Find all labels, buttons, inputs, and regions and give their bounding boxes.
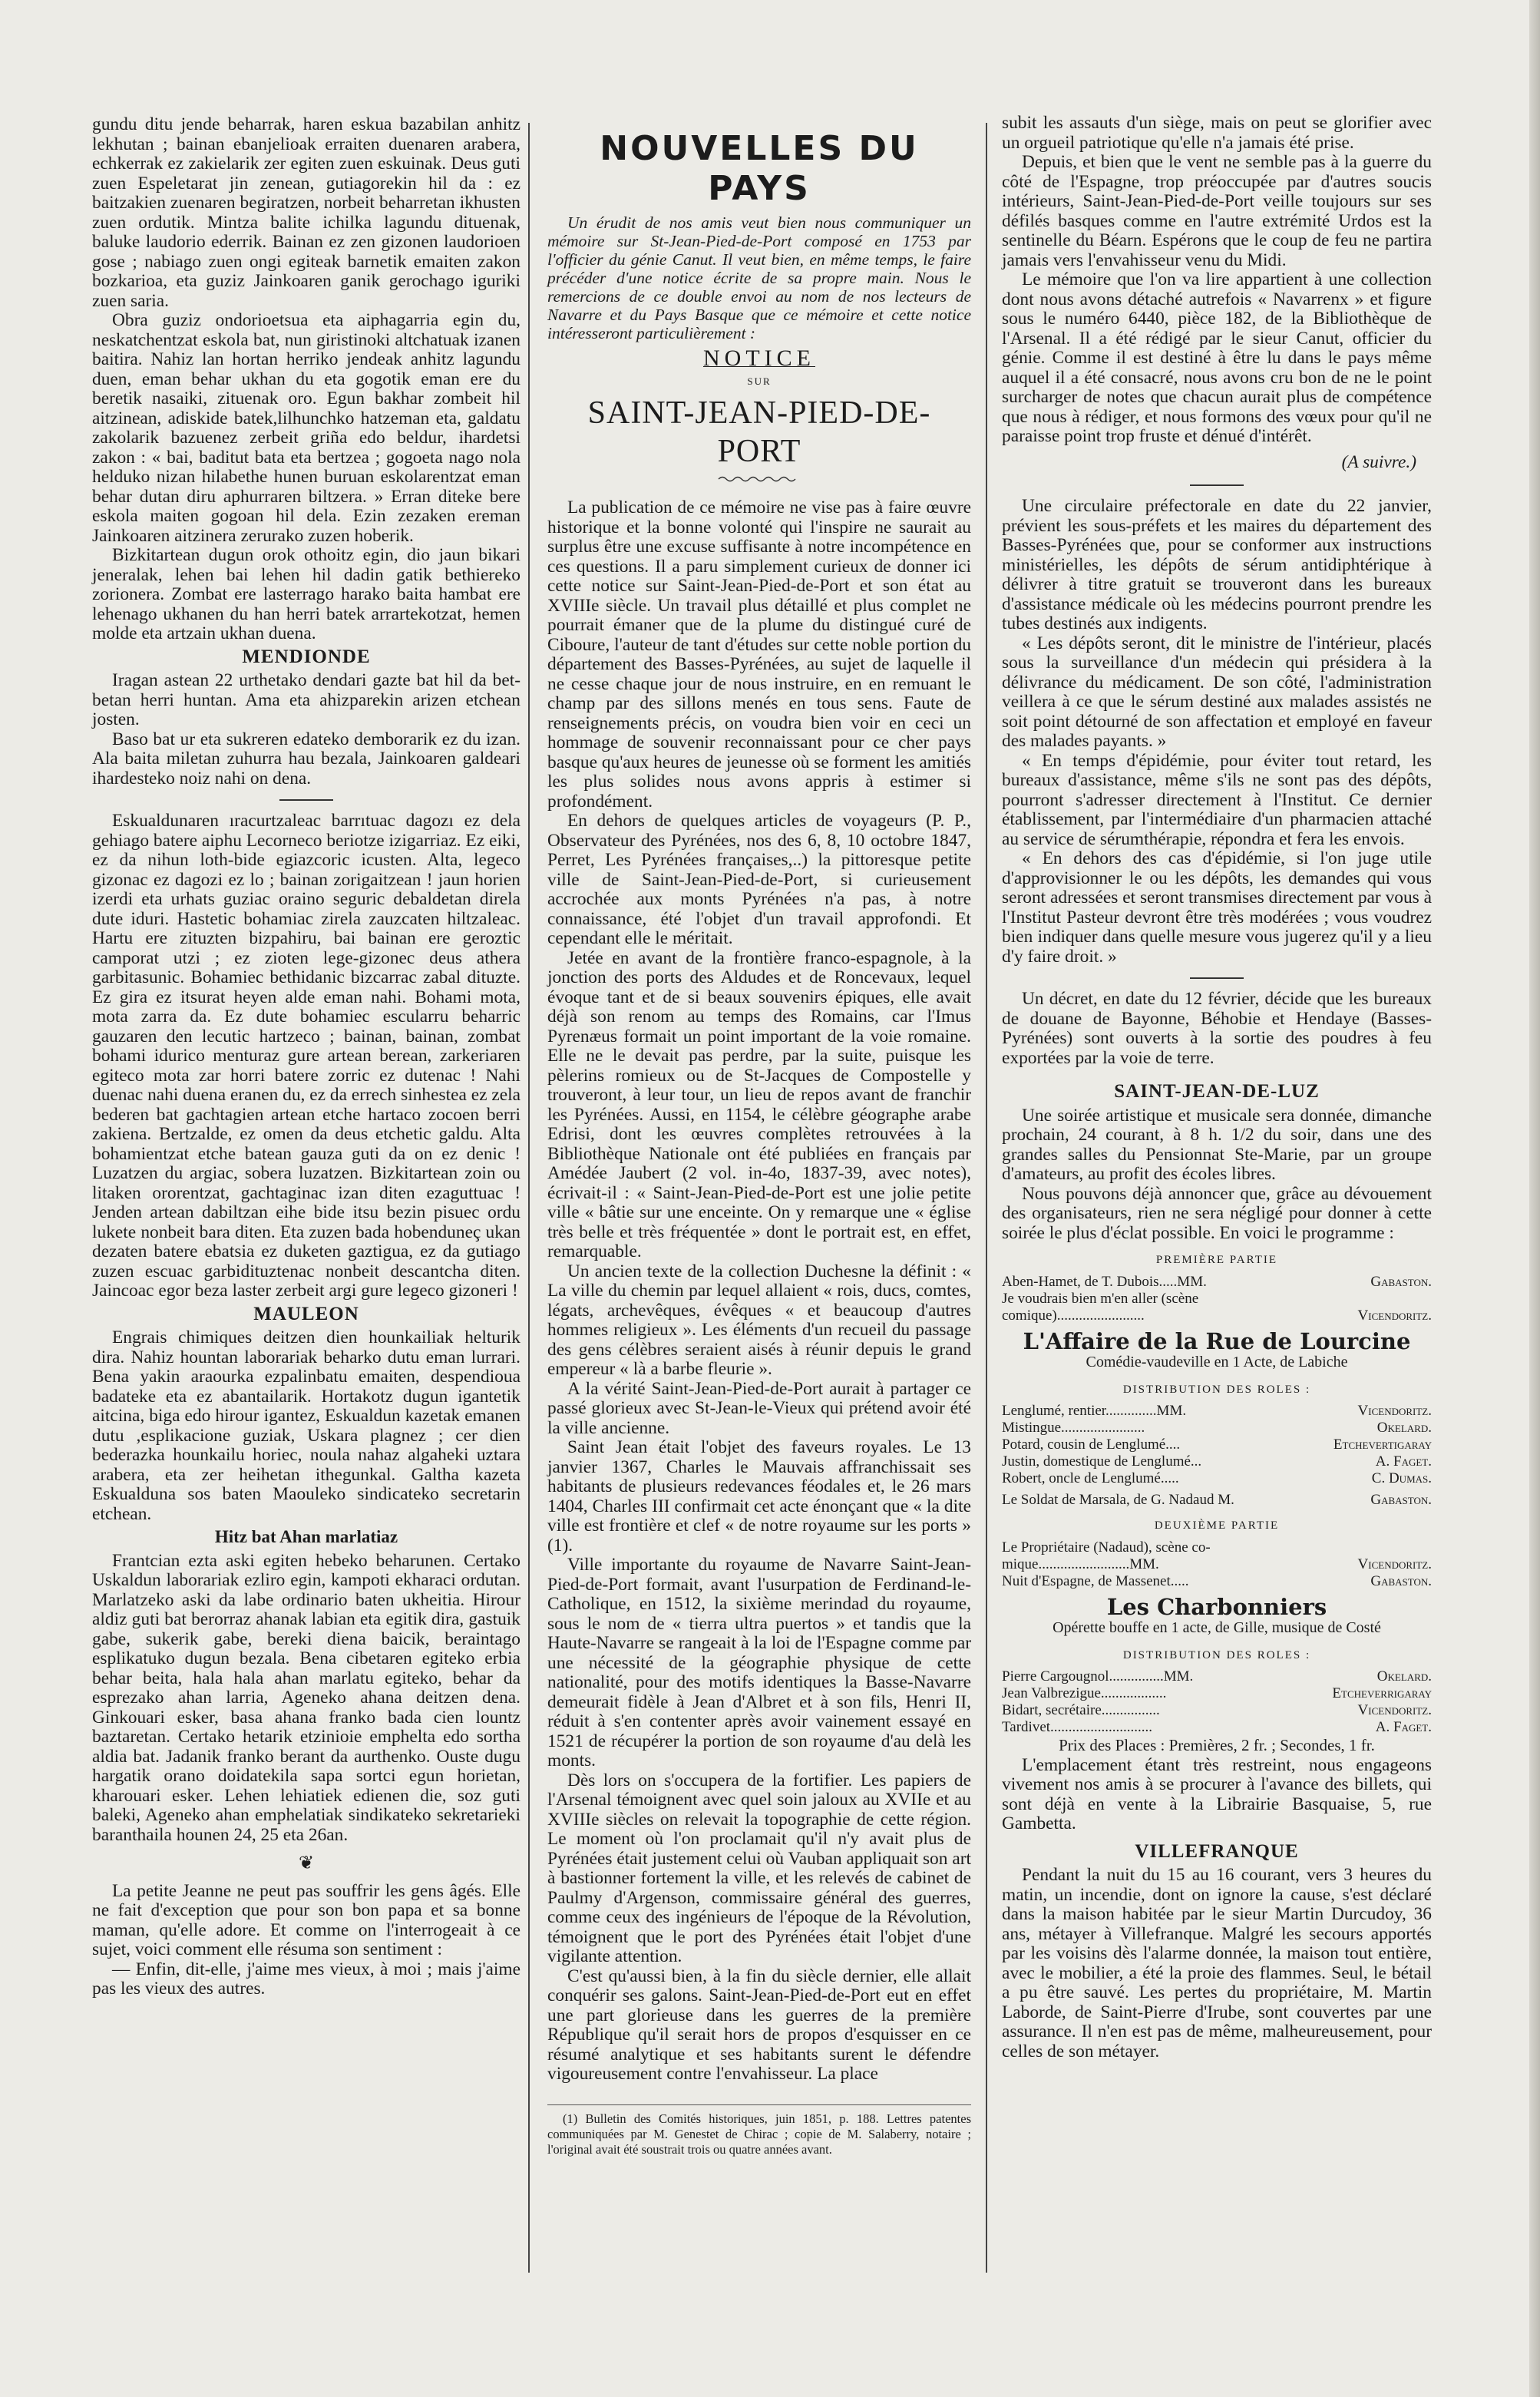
section-heading-mendionde: MENDIONDE <box>242 646 371 667</box>
program-item: Tardivet............................ <box>1002 1719 1153 1735</box>
program-line <box>1002 1556 1432 1573</box>
program-line <box>1002 1492 1432 1509</box>
program-performer: Vicendoritz. <box>1357 1702 1432 1718</box>
paragraph: « En temps d'épidémie, pour éviter tout retard, les bureaux d'assistance, même s'ils ne sont pas des dépôts, pourront s'adresser directement à l'Institut. Ce dernier établissement, par l'intermédiaire d'un pharmacien attaché au service de sérumthérapie, répondra et fera les envois. <box>1002 750 1432 849</box>
program-item: comique)........................ <box>1002 1307 1145 1324</box>
paragraph: Une circulaire préfectorale en date du 22 janvier, prévient les sous-préfets et les maires du département des Basses-Pyrénées que, pour se conformer aux instructions ministérielles, les dépôts de sérum antidiphtérique à délivrer à titre gratuit se trouveront dans les bureaux d'assistance médicale où les médecins pourront prendre les tubes destinés aux indigents. <box>1002 496 1432 633</box>
program-part-one <box>1002 1274 1432 1324</box>
roles-list <box>1002 1668 1432 1736</box>
program-performer: Vicendoritz. <box>1357 1556 1432 1572</box>
program-line <box>1002 1437 1432 1453</box>
program-line <box>1002 1702 1432 1719</box>
program-line <box>1002 1719 1432 1736</box>
paragraph: A la vérité Saint-Jean-Pied-de-Port aurait à partager ce passé glorieux avec St-Jean-le-Vieux qui prétend avoir été la ville ancienne. <box>547 1378 971 1438</box>
paragraph: Baso bat ur eta sukreren edateko demborarik ez du izan. Ala baita miletan zuhurra hau bezala, Jainkoaren galdeari ihardesteko noiz nahi on dena. <box>92 729 520 789</box>
program-item: Aben-Hamet, de T. Dubois.....MM. <box>1002 1273 1207 1290</box>
program-performer: C. Dumas. <box>1371 1470 1432 1486</box>
paragraph: — Enfin, dit-elle, j'aime mes vieux, à moi ; mais j'aime pas les vieux des autres. <box>92 1959 520 1999</box>
play-subtitle: Opérette bouffe en 1 acte, de Gille, musique de Costé <box>1053 1619 1381 1636</box>
paragraph: « En dehors des cas d'épidémie, si l'on juge utile d'approvisionner le ou les dépôts, les demandes qui vous seront adressées et seront transmises directement par vous à l'Institut Pasteur devront être très modérées ; vous voudrez bien indiquer dans quelle mesure vous jugerez qu'il y a lieu d'y faire droit. » <box>1002 848 1432 967</box>
paragraph: Saint Jean était l'objet des faveurs royales. Le 13 janvier 1367, Charles le Mauvais affranchissait ses habitants de plusieurs redevances féodales et, le 26 mars 1404, Charles III confirmait cet acte énonçant que « la dite ville est frontière et clef « de notre royaume sur les ports » (1). <box>547 1437 971 1556</box>
program-item: Justin, domestique de Lenglumé... <box>1002 1453 1202 1470</box>
program-item: mique.........................MM. <box>1002 1556 1159 1572</box>
program-line <box>1002 1308 1432 1324</box>
program-item: Nuit d'Espagne, de Massenet..... <box>1002 1572 1189 1589</box>
program-performer: Etchevertigaray <box>1333 1437 1432 1453</box>
play-title: Les Charbonniers <box>1106 1593 1327 1620</box>
ticket-prices: Prix des Places : Premières, 2 fr. ; Secondes, 1 fr. <box>1059 1736 1375 1754</box>
program-performer: Okelard. <box>1376 1420 1432 1436</box>
paragraph: La publication de ce mémoire ne vise pas à faire œuvre historique et la bonne volonté qui l'inspire ne saurait au surplus être une excuse suffisante à notre incompétence en ces questions. Il a paru simplement curieux de donner ici cette notice sur Saint-Jean-Pied-de-Port et son état au XVIIIe siècle. Un travail plus détaillé et plus complet ne pourrait émaner que de la plume du distingué curé de Ciboure, l'auteur de tant d'études sur cette noble portion du département des Basses-Pyrénées, au sujet de laquelle il ne cesse chaque jour de nous instruire, en en remuant le champ par des sillons menés en tous sens. Faute de renseignements précis, on voudra bien voir en ceci un hommage de souvenir reconnaissant pour ce cher pays basque qu'aux heures de jeunesse où se forment les amitiés les plus solides nous avons appris à estimer si profondément. <box>547 498 971 812</box>
program-line <box>1002 1453 1432 1470</box>
section-heading-mauleon: MAULEON <box>253 1303 359 1324</box>
divider <box>1190 977 1244 979</box>
program-line <box>1002 1685 1432 1702</box>
program-item: Le Soldat de Marsala, de G. Nadaud M. <box>1002 1492 1234 1508</box>
program-performer: A. Faget. <box>1375 1453 1432 1470</box>
footnote-text: (1) Bulletin des Comités historiques, juin 1851, p. 188. Lettres patentes communiquées par M. Genestet de Chirac ; copie de M. Salaberry, notaire ; l'original avait été soustrait trois ou quatre années avant. <box>547 2111 971 2157</box>
program-line <box>1002 1274 1432 1291</box>
paragraph: Frantcian ezta aski egiten hebeko beharunen. Certako Uskaldun laborariak ezliro egin, kampoti ekharaci ordutan. Marlatzeko aski da labe ordinario baten ukheitia. Hirour aldiz guti bat berorraz ahanak labian eta egitik dira, gastuik gabe, sukerik gabe, bereki diena baicik, beraintago esplikatuko dugun bezala. Bena cibetaren egiteko erbia behar beita, hala hala ahan marlatu egiteko, behar da esprezako ahan larria, Ageneko ahana deitzen dena. Ginkouari esker, basa ahana franko bada cien lountz baztaretan. Certako hetarik etzinioie emphelta edo sortha aldia bat. Jadanik franko berant da aurthenko. Ouste dugu hargatik orano doidatekila sapa sortci egun horietan, kharouari esker. Lehen lehiatiek edienen die, soz guti baleki, Ageneko ahan emphelatiak sindikateko sekretarieki baranthaila hounen 24, 25 eta 26an. <box>92 1550 520 1845</box>
column-nouvelles-du-pays <box>547 129 971 2157</box>
section-heading-saint-jean-de-luz: SAINT-JEAN-DE-LUZ <box>1114 1081 1320 1102</box>
program-item: Robert, oncle de Lenglumé..... <box>1002 1470 1179 1486</box>
paragraph: Pendant la nuit du 15 au 16 courant, vers 3 heures du matin, un incendie, dont on ignore la cause, s'est déclaré dans la maison habitée par le sieur Martin Durcudoy, 36 ans, métayer à Villefranque. Malgré les secours apportés par les voisins dès l'alarme donnée, la maison tout entière, avec le mobilier, a été la proie des flammes. Seul, le bétail a pu être sauvé. Les pertes du propriétaire, M. Martin Laborde, de Saint-Pierre d'Irube, sont couvertes par une assurance. Il n'en est pas de même, malheureusement, pour celles de son métayer. <box>1002 1865 1432 2061</box>
program-performer: Vicendoritz. <box>1357 1403 1432 1419</box>
program-performer: Gabaston. <box>1370 1492 1432 1508</box>
program-line <box>1002 1403 1432 1420</box>
paragraph: Ville importante du royaume de Navarre Saint-Jean-Pied-de-Port formait, avant l'usurpation de Ferdinand-le-Catholique, en 1512, la sixième merindad du royaume, sous le nom de « tierra ultra puertos » et tandis que la Haute-Navarre se rangeait à la loi de l'Espagne comme par une nécessité de la géographie physique de cette nationalité, pour des motifs identiques la Basse-Navarre demeurait fidèle à Jean d'Albret et à son fils, Henri II, réduit à s'en contenter après avoir vainement essayé en 1521 de récupérer la portion de son royaume d'au delà les monts. <box>547 1555 971 1770</box>
program-part-heading: DEUXIÈME PARTIE <box>1154 1519 1280 1532</box>
paragraph: Un ancien texte de la collection Duchesne la définit : « La ville du chemin par lequel allaient « rois, ducs, comtes, légats, archevêques, évêques « et beaucoup d'autres hommes religieux ». Les éléments d'un recueil du passage des gens célèbres seraient aisés à réunir depuis le grand empereur « là a barbe fleurie ». <box>547 1261 971 1379</box>
program-item: Bidart, secrétaire................ <box>1002 1702 1160 1718</box>
notice-title: SAINT-JEAN-PIED-DE-PORT <box>587 395 931 469</box>
section-heading-villefranque: VILLEFRANQUE <box>1135 1840 1299 1862</box>
paragraph: Engrais chimiques deitzen dien hounkailiak helturik dira. Nahiz hountan laborariak beharko dutu eman lurrari. Bena yakin araourka ezpalinbatu emaiten, despendioua badateke eta ez abantailarik. Hortakotz dugun igantetik aitcina, biga edo hirour igantez, Eskualdun kazetak emanen dutu ,esplikacione guziak, Uskara plagnez ; cer dien bederazka hounkailu horiec, noula nahaz algaheki uztara arabera, eta zer heihetan ithegunkal. Galtha kazeta Eskualduna sos baten Maouleko sindicateko secretarin etchean. <box>92 1327 520 1524</box>
paragraph: Bizkitartean dugun orok othoitz egin, dio jaun bikari jeneralak, lehen bai lehen hil dadin gatik bethiereko zorionera. Zombat ere lasterrago harako baita hambat ere lehenago ukhanen du han herri batek arrartekotzat, hemen molde eta artzain ukhan duena. <box>92 545 520 643</box>
play-title: L'Affaire de la Rue de Lourcine <box>1023 1327 1411 1354</box>
paragraph: C'est qu'aussi bien, à la fin du siècle dernier, elle allait conquérir ses galons. Saint-Jean-Pied-de-Port eut en effet une part glorieuse dans les guerres de la première République qu'il serait hors de propos d'esquisser en ce résumé analytique et ses habitants surent le défendre vigoureusement contre l'envahisseur. La place <box>547 1966 971 2084</box>
paragraph: Nous pouvons déjà annoncer que, grâce au dévouement des organisateurs, rien ne sera négligé pour donner à cette soirée le plus d'éclat possible. En voici le programme : <box>1002 1183 1432 1243</box>
roles-list <box>1002 1403 1432 1487</box>
program-part-two <box>1002 1539 1432 1590</box>
intro-paragraph: Un érudit de nos amis veut bien nous communiquer un mémoire sur St-Jean-Pied-de-Port composé en 1753 par l'officier du génie Canut. Il veut bien, en même temps, le faire précéder d'une notice écrite de sa propre main. Nous le remercions de ce double envoi au nom de nos lecteurs de Navarre et du Pays Basque que ce mémoire et cette notice intéresseront particulièrement : <box>547 213 971 342</box>
program-line <box>1002 1291 1432 1308</box>
column-local-news <box>1002 114 1432 2061</box>
program-performer: A. Faget. <box>1375 1719 1432 1735</box>
paragraph: Un décret, en date du 12 février, décide que les bureaux de douane de Bayonne, Béhobie et Hendaye (Basses-Pyrénées) sont ouverts à la sortie des poudres à feu exportées par la voie de terre. <box>1002 989 1432 1068</box>
notice-sur: SUR <box>747 375 772 387</box>
program-line <box>1002 1470 1432 1487</box>
roles-heading: DISTRIBUTION DES ROLES : <box>1122 1648 1311 1661</box>
program-item: Potard, cousin de Lenglumé.... <box>1002 1437 1181 1453</box>
paragraph: Dès lors on s'occupera de la fortifier. Les papiers de l'Arsenal témoignent avec quel soin jaloux au XVIIe et au XVIIIe siècles on relevait la topographie de cette région. Le moment où l'on proclamait qu'il n'y avait plus de Pyrénées était justement celui où Vauban appliquait son art à bastionner fortement la ville, et les relevés de cabinet de Paulmy d'Argenson, commissaire général des guerres, comme ceux des ingénieurs de l'époque de la Révolution, témoignent que le port des Pyrénées était l'objet d'une vigilante attention. <box>547 1770 971 1966</box>
program-item: Le Propriétaire (Nadaud), scène co- <box>1002 1539 1211 1556</box>
paragraph: En dehors de quelques articles de voyageurs (P. P., Observateur des Pyrénées, nos des 6, 8, 10 octobre 1847, Perret, Les Pyrénées françaises,..) la pittoresque petite ville de Saint-Jean-Pied-de-Port, si curieusement accrochée aux monts Pyrénées n'a pas, à notre connaissance, été l'objet d'un travail approfondi. Et cependant elle le méritait. <box>547 811 971 948</box>
program-item: Je voudrais bien m'en aller (scène <box>1002 1290 1199 1307</box>
program-line <box>1002 1573 1432 1590</box>
paragraph: Eskualdunaren ıracurtzaleac barrıtuac dagozı ez dela gehiago batere aiphu Lecorneco beriotze izigarriaz. Ez eiki, ez da nihun loth-bide egiazcoric icusten. Alta, legeco gizonac ez dagozi ez lo ; bainan zorigaitzean ! jaun horien izerdi eta urhats guziac oraino seguric debaldetan direla dute iduri. Hastetic bohamiac zirela zauzcaten hiltzaleac. Hartu ere zituzten bizpahiru, bai bainan ere geroztic camporat utzi ; ez zioten lege-gizonec deus athera garbitasunic. Bohamiec bethidanic bizcarrac zabal dituzte. Ez gira ez itsurat heyen alde eman nahi. Bohami mota, mota zarra da. Ez dute bohamiec escularru beharric gauzaren den lecutic hartzeco ; bainan, bainan, zombat bohami idurico menturaz gure artean berean, zarkeriaren egiteco mota zar horri batere zorric ez dutenac ! Nahi duenac nahi duena eranen du, ez da errech sinhestea ez zela bederen bat gachtagien artean etche hartaco zocoen berri zakiena. Bertzalde, ez omen da deus etchetic galdu. Alta bohamientzat etche batean gauza guti da on ez denic ! Luzatzen du argiac, sobera luzatzen. Bizkitartean zoin ou litaken ororentzat, gachtaginac izan diten ezaguttuac ! Jenden artean dabiltzan eihe bide itsu bezin pisuec ordu lukete nonbeit bara diten. Eta zuzen bada hobenduneç ukan dezaten batere ebatsia ez duketen gaztigua, ez da gutiago zuzen escuac garbidituztenac nonbeit descantcha diten. Jaincoac egor beza laster zerbeit argi gure legeco gizoneri ! <box>92 811 520 1301</box>
roles-heading: DISTRIBUTION DES ROLES : <box>1122 1383 1311 1396</box>
ornament-divider: ❦ <box>298 1853 315 1873</box>
program-performer: Vicendoritz. <box>1357 1307 1432 1324</box>
paragraph: Obra guziz ondorioetsua eta aiphagarria egin du, neskatchentzat eskola bat, nun giristinoki altchatuak izanen baitira. Nahiz lan hortan herriko jendeak anhitz lagundu duen, eman behar ukhan du eta gogotik eman ere du beretik nasaiki, zituenak oro. Egun bakhar zombeit hil aitzinean, adiskide batek,lilhunchko hatzeman eta, galdatu zakolarik bazuenez zerbeit griña edo beldur, ihardetsi zakon : « bai, baditut bata eta bertzea ; gogoeta nago nola helduko nizan hilabethe hunen buruan eskolarentzat eman behar dutan diru aphurraren biltzera. » Erran diteke bere eskola maiten gogoan hil dela. Ezin zezaken ereman Jainkoaren aitzinera zerurako zuzen hoberik. <box>92 310 520 546</box>
paragraph: Jetée en avant de la frontière franco-espagnole, à la jonction des ports des Aldudes et de Roncevaux, lequel évoque tant et de si beaux souvenirs épiques, elle avait déjà son renom au temps des Romains, car l'Imus Pyrenæus formait un point important de la voie romaine. Elle ne le devait pas perdre, par la suite, puisque les pèlerins romieux ou de St-Jacques de Compostelle y trouveront, à leur tour, un lieu de repos avant de franchir les Pyrénées. Aussi, en 1154, le célèbre géographe arabe Edrisi, dont les œuvres complètes retrouvées à la Bibliothèque Nationale ont été publiées en français par Amédée Jaubert (2 vol. in-4o, 1837-39, avec notes), écrivait-il : « Saint-Jean-Pied-de-Port est une jolie petite ville « bâtie sur une enceinte. On y remarque une « église très belle et très fréquentée » dont le portrait est, en effet, remarquable. <box>547 947 971 1261</box>
column-basque-news <box>92 115 520 1999</box>
paragraph: Une soirée artistique et musicale sera donnée, dimanche prochain, 24 courant, à 8 h. 1/2 du soir, dans une des grandes salles du Pensionnat Ste-Marie, par un groupe d'amateurs, au profit des écoles libres. <box>1002 1105 1432 1184</box>
program-item: Mistingue....................... <box>1002 1420 1145 1436</box>
squiggle-ornament <box>717 475 801 483</box>
paragraph: La petite Jeanne ne peut pas souffrir les gens âgés. Elle ne fait d'exception que pour son bon papa et sa bonne maman, qu'elle adore. Et comme on l'interrogeait à ce sujet, voici comment elle résuma son sentiment : <box>92 1880 520 1959</box>
column-rule <box>986 123 987 2273</box>
program-item: Jean Valbrezigue.................. <box>1002 1685 1167 1701</box>
program-line <box>1002 1420 1432 1437</box>
notice-heading: NOTICE <box>703 345 815 371</box>
program-line <box>1002 1668 1432 1685</box>
paragraph: Le mémoire que l'on va lire appartient à une collection dont nous avons détaché autrefois « Navarrenx » et figure sous le numéro 6440, pièce 182, de la Bibliothèque de l'Arsenal. Il a été rédigé par le sieur Canut, officier du génie. Comme il est destiné à être lu dans le pays même auquel il a été consacré, nous avons cru bon de ne le point surcharger de notes que chacun aurait plus de compétence que nous à rédiger, et nous formons des vœux pour qu'il ne paraisse point trop fruste et dénué d'intérêt. <box>1002 269 1432 446</box>
section-heading-nouvelles-du-pays: NOUVELLES DU PAYS <box>600 129 919 208</box>
divider <box>279 799 333 801</box>
program-part-heading: PREMIÈRE PARTIE <box>1155 1254 1278 1266</box>
program-performer: Etcheverrigaray <box>1332 1685 1432 1701</box>
page-edge <box>1529 0 1540 2397</box>
paragraph: subit les assauts d'un siège, mais on peut se glorifier avec un orgueil patriotique qu'elle n'a jamais été prise. <box>1002 113 1432 153</box>
program-item: Pierre Cargougnol...............MM. <box>1002 1668 1194 1685</box>
paragraph: L'emplacement étant très restreint, nous engageons vivement nos amis à se procurer à l'avance des billets, qui sont déjà en vente à la Librairie Basquaise, 5, rue Gambetta. <box>1002 1754 1432 1833</box>
play-subtitle: Comédie-vaudeville en 1 Acte, de Labiche <box>1086 1354 1348 1370</box>
section-heading-hitz-bat: Hitz bat Ahan marlatiaz <box>214 1527 398 1546</box>
paragraph: « Les dépôts seront, dit le ministre de l'intérieur, placés sous la surveillance d'un médecin qui présidera à la délivrance du médicament. De son côté, l'administration veillera à ce que le sérum destiné aux malades assistés ne soit point détourné de son affectation et employé en faveur des malades payants. » <box>1002 633 1432 751</box>
program-performer: Gabaston. <box>1370 1273 1432 1290</box>
program-performer: Okelard. <box>1376 1668 1432 1685</box>
footnote <box>547 2104 971 2157</box>
divider <box>1190 484 1244 486</box>
a-suivre-note: (A suivre.) <box>1341 451 1416 472</box>
paragraph: Iragan astean 22 urthetako dendari gazte bat hil da bet-betan herri huntan. Ama eta ahizparekin arizen etchean josten. <box>92 670 520 729</box>
program-line <box>1002 1539 1432 1556</box>
program-item: Lenglumé, rentier..............MM. <box>1002 1403 1187 1419</box>
paragraph: Depuis, et bien que le vent ne semble pas à la guerre du côté de l'Espagne, trop préoccupée par d'autres soucis intérieurs, Saint-Jean-Pied-de-Port veille toujours sur ses défilés basques comme en l'autre extrémité Urdos est la sentinelle du Béarn. Espérons que le coup de feu ne partira jamais vers l'envahisseur venu du Midi. <box>1002 152 1432 270</box>
column-rule <box>528 123 530 2273</box>
paragraph: gundu ditu jende beharrak, haren eskua bazabilan anhitz lekhutan ; bainan ebanjelioak erraiten duenaren arabera, echkerrak ez zakielarik zer egiten zuen eskuinak. Deus guti zuen Espeletarat jin zenean, gutiagorekin hil da : ez baitzakien zuenaren begiratzen, norbeit beharretan ikhusten zuen ordutik. Mintza balite ichilka lagundu dituenak, baluke laudorio ederrik. Bainan ez zen gizonen laudorioen gose ; nabiago zuen ongi egiteak barnetik emaiten zakon bozkarioa, eta guziz Jainkoaren ganik gerochago iguriki zuen saria. <box>92 114 520 311</box>
program-performer: Gabaston. <box>1370 1572 1432 1589</box>
